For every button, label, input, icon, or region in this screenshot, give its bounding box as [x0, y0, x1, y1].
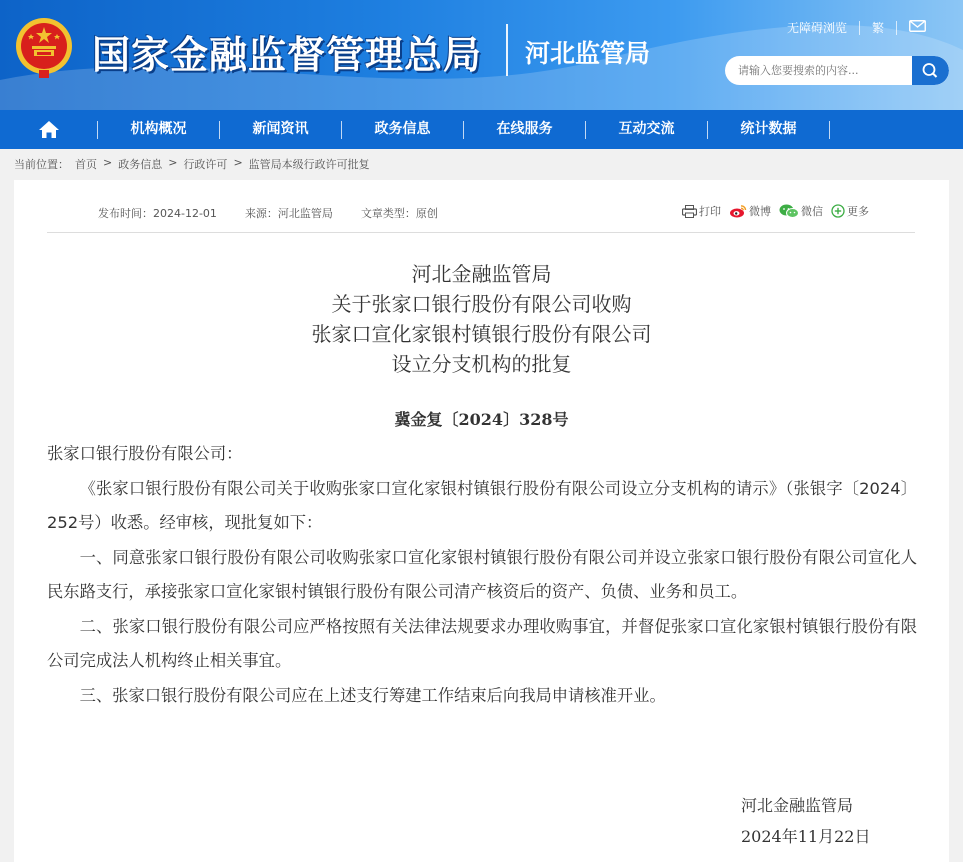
body-paragraph: 三、张家口银行股份有限公司应在上述支行筹建工作结束后向我局申请核准开业。 [79, 685, 666, 705]
title-line-4: 设立分支机构的批复 [391, 352, 572, 376]
title-line-3: 张家口宣化家银村镇银行股份有限公司 [311, 322, 652, 346]
site-header [0, 0, 963, 110]
signature-date: 2024年11月22日 [741, 827, 871, 846]
search-button[interactable] [912, 56, 949, 85]
breadcrumb-separator: > [103, 156, 113, 169]
site-title[interactable]: 国家金融监督管理总局 [92, 32, 483, 77]
addressee: 张家口银行股份有限公司： [47, 444, 243, 463]
nav-item-government-info[interactable]: 政务信息 [374, 121, 431, 137]
print-label: 打印 [699, 205, 721, 218]
breadcrumb [14, 156, 370, 172]
nav-item-online-service[interactable]: 在线服务 [496, 121, 553, 137]
publish-time: 发布时间：2024-12-01 [98, 207, 217, 220]
title-line-1: 河北金融监管局 [411, 262, 552, 286]
search-input[interactable] [725, 56, 912, 85]
article-type: 文章类型：原创 [360, 207, 438, 220]
main-nav [0, 110, 963, 149]
more-share-button[interactable] [831, 203, 869, 219]
search-icon [912, 56, 949, 85]
traditional-chinese-link[interactable]: 繁 [860, 21, 897, 35]
article-card [14, 180, 949, 862]
article-title [14, 259, 949, 379]
nav-item-organization[interactable]: 机构概况 [130, 121, 187, 137]
article-source: 来源：河北监管局 [244, 207, 333, 220]
nav-item-news[interactable]: 新闻资讯 [252, 121, 309, 137]
mail-icon [909, 20, 926, 32]
weibo-label: 微博 [749, 205, 771, 218]
wechat-icon [779, 204, 799, 218]
signature-block [741, 790, 870, 852]
accessibility-link[interactable]: 无障碍浏览 [775, 21, 860, 35]
nav-separator [829, 121, 830, 139]
weibo-share-button[interactable] [729, 203, 771, 219]
body-paragraph: 《张家口银行股份有限公司关于收购张家口宣化家银村镇银行股份有限公司设立分支机构的请示》（张银字〔2024〕252号）收悉。经审核，现批复如下： [47, 478, 917, 532]
wechat-share-button[interactable] [779, 203, 823, 219]
breadcrumb-item-government-info[interactable]: 政务信息 [118, 158, 163, 171]
wechat-label: 微信 [801, 205, 823, 218]
article-body [47, 437, 917, 713]
print-icon [682, 205, 697, 218]
signature-org: 河北金融监管局 [741, 796, 854, 815]
print-button[interactable] [682, 203, 721, 219]
breadcrumb-item-home[interactable]: 首页 [75, 158, 97, 171]
nav-item-interaction[interactable]: 互动交流 [618, 121, 675, 137]
more-label: 更多 [847, 205, 869, 218]
title-line-2: 关于张家口银行股份有限公司收购 [331, 292, 632, 316]
breadcrumb-item-current[interactable]: 监管局本级行政许可批复 [248, 158, 370, 171]
meta-divider [47, 232, 915, 233]
home-icon [38, 120, 60, 139]
search-box [725, 56, 949, 85]
body-paragraph: 一、同意张家口银行股份有限公司收购张家口宣化家银村镇银行股份有限公司并设立张家口银行股份有限公司宣化人民东路支行，承接张家口宣化家银村镇银行股份有限公司清产核资后的资产、负债、业务和员工。 [47, 547, 917, 601]
body-paragraph: 二、张家口银行股份有限公司应严格按照有关法律法规要求办理收购事宜，并督促张家口宣化家银村镇银行股份有限公司完成法人机构终止相关事宜。 [47, 616, 917, 670]
weibo-icon [729, 204, 747, 218]
document-number: 冀金复〔2024〕328号 [394, 410, 569, 429]
breadcrumb-separator: > [168, 156, 178, 169]
breadcrumb-item-licensing[interactable]: 行政许可 [183, 158, 228, 171]
mail-link[interactable] [897, 20, 926, 35]
share-bar [682, 203, 869, 219]
breadcrumb-separator: > [233, 156, 243, 169]
title-divider [506, 24, 508, 76]
top-links [775, 20, 926, 35]
article-meta [98, 205, 438, 221]
nav-home[interactable] [0, 110, 97, 149]
national-emblem-icon [13, 16, 75, 80]
nav-item-statistics[interactable]: 统计数据 [740, 121, 797, 137]
breadcrumb-prefix: 当前位置： [14, 158, 69, 171]
branch-title[interactable]: 河北监管局 [525, 39, 651, 68]
plus-circle-icon [831, 204, 845, 218]
